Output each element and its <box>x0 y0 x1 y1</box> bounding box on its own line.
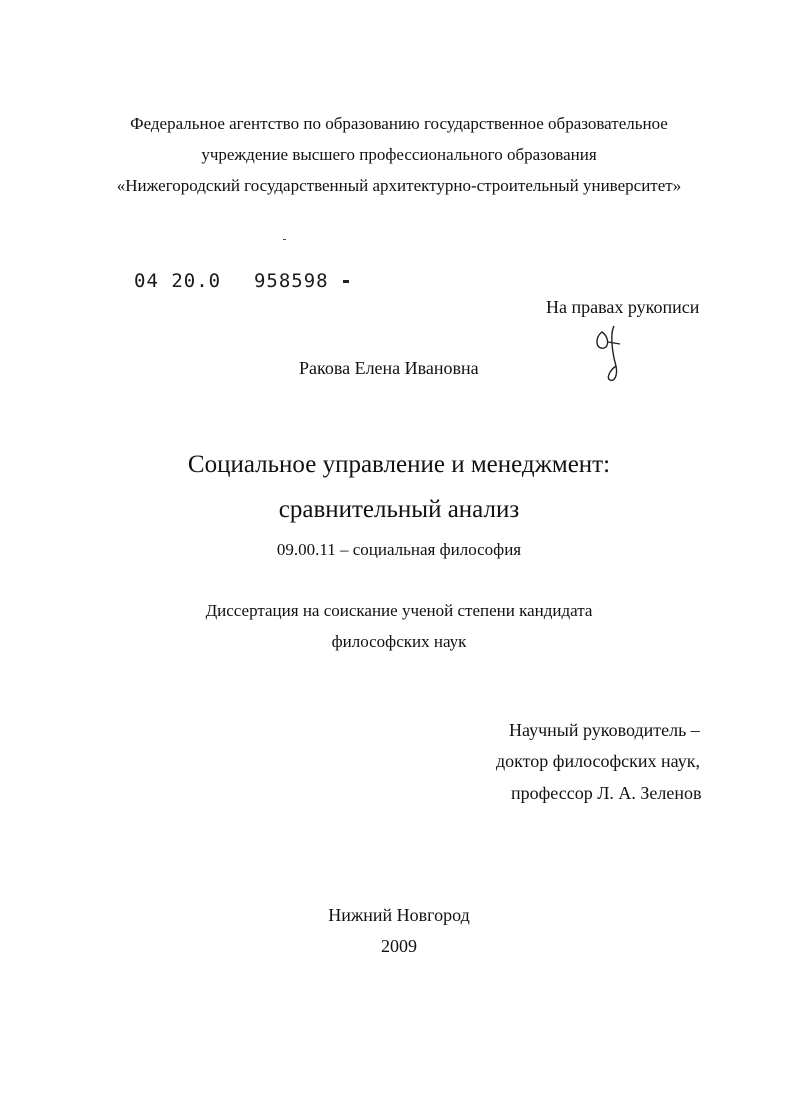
signature <box>590 322 630 384</box>
supervisor-line-3: профессор Л. А. Зеленов <box>511 783 702 803</box>
catalog-number <box>134 270 349 292</box>
scan-speck <box>283 239 286 240</box>
dissertation-title-line-1: Социальное управление и менеджмент: <box>187 451 611 478</box>
year: 2009 <box>381 936 417 956</box>
institution-line-3: «Нижегородский государственный архитектурно-строительный университет» <box>116 176 682 195</box>
supervisor-line-2: доктор философских наук, <box>496 751 700 771</box>
city: Нижний Новгород <box>328 905 470 925</box>
institution-line-2: учреждение высшего профессионального образования <box>201 145 597 164</box>
catalog-number-part-1: 04 20.0 <box>134 270 222 292</box>
degree-line-2: философских наук <box>331 632 467 651</box>
specialty: 09.00.11 – социальная философия <box>276 540 522 559</box>
supervisor-line-1: Научный руководитель – <box>509 720 700 740</box>
institution-line-1: Федеральное агентство по образованию государственное образовательное <box>130 114 668 133</box>
catalog-number-part-2: 958598 <box>253 270 329 292</box>
dissertation-title-line-2: сравнительный анализ <box>278 496 520 523</box>
degree-line-1: Диссертация на соискание ученой степени кандидата <box>205 601 593 620</box>
author-name: Ракова Елена Ивановна <box>299 358 479 378</box>
manuscript-note: На правах рукописи <box>546 297 700 317</box>
dash-mark <box>343 280 349 283</box>
